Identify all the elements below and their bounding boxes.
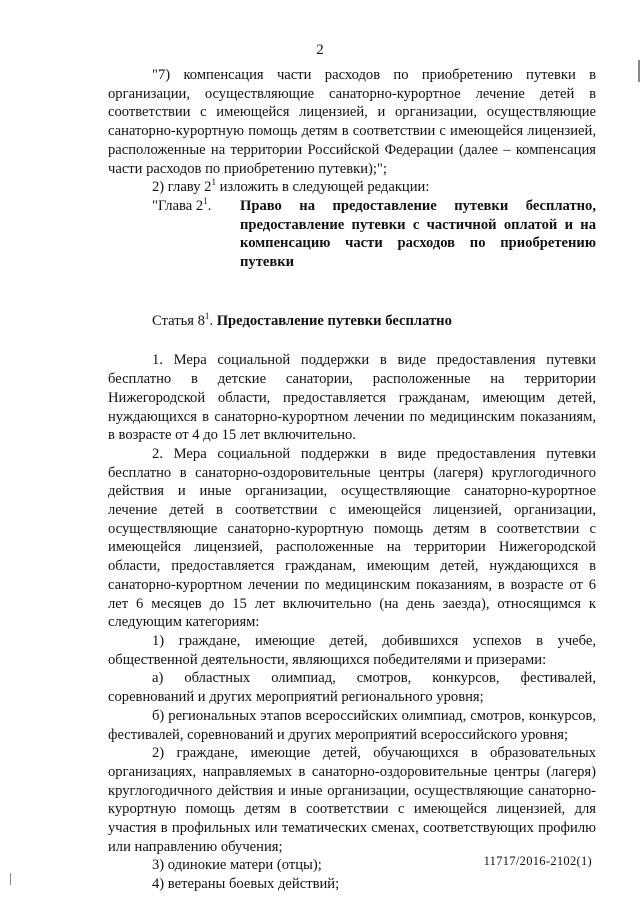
category-1a: а) областных олимпиад, смотров, конкурсов, фестивалей, соревнований и других мероприятий регионального уровня; <box>108 670 596 706</box>
paragraph-2: 2. Мера социальной поддержки в виде предоставления путевки бесплатно в санаторно-оздоровительные центры (лагеря) круглогодичного действия и иные организации, осуществляющие санаторно-курортное лечение детей в соответствии с имеющейся лицензией, организации, осуществляющие санаторно-курортную помощь детям в соответствии с имеющейся лицензией, расположенные на территории Нижегородской области, предоставляется гражданам, имеющим детей, нуждающихся в санаторно-курортном лечении по медицинским показаниям, в возрасте от 6 лет 6 месяцев до 15 лет включительно (на день заезда), относящимся к следующим категориям: <box>108 445 596 631</box>
item-2-paragraph <box>108 178 596 197</box>
article-title: Предоставление путевки бесплатно <box>216 312 452 329</box>
category-1b: б) региональных этапов всероссийских олимпиад, смотров, конкурсов, фестивалей, соревнований и других мероприятий всероссийского уровня; <box>108 707 596 743</box>
chapter-heading <box>108 197 596 272</box>
chapter-label: "Глава $2^1$. <box>152 196 212 214</box>
document-code: 11717/2016-2102(1) <box>483 854 592 868</box>
item-2-prefix: 2) главу 2 <box>152 179 212 196</box>
article-sup: 1 <box>204 310 210 321</box>
item-2-suffix: изложить в следующей редакции: <box>215 179 430 196</box>
category-1: 1) граждане, имеющие детей, добившихся успехов в учебе, общественной деятельности, являющихся победителями и призерами: <box>108 632 596 668</box>
category-4: 4) ветераны боевых действий; <box>152 876 340 893</box>
article-heading: Статья $8^1$. Предоставление путевки бесплатно <box>152 310 452 329</box>
chapter-title: Право на предоставление путевки бесплатно, предоставление путевки с частичной оплатой и на компенсацию части расходов по приобретению путевки <box>240 197 596 271</box>
scan-corner-mark <box>10 873 11 885</box>
article-label: Статья 8 <box>152 312 205 329</box>
item-7-paragraph: "7) компенсация части расходов по приобретению путевки в организации, осуществляющие санаторно-курортное лечение детей в соответствии с имеющейся лицензией, и организации, осуществляющие санаторно-курортную помощь детям в соответствии с имеющейся лицензией, расположенные на территории Российской Федерации (далее – компенсация части расходов по приобретению путевки);"; <box>108 67 596 177</box>
item-2-sup: 1 <box>211 177 216 188</box>
document-body <box>108 66 596 894</box>
category-2: 2) граждане, имеющие детей, обучающихся в образовательных организациях, направляемых в санаторно-оздоровительные центры (лагеря) круглогодичного действия и иные организации, осуществляющие санаторно-курортную помощь детям в соответствии с имеющейся лицензией, для участия в профильных или тематических сменах, соответствующих профилю или направлению обучения; <box>108 745 596 855</box>
paragraph-1: 1. Мера социальной поддержки в виде предоставления путевки бесплатно в детские санатории, расположенные на территории Нижегородской области, предоставляется гражданам, имеющим детей, нуждающихся в санаторно-курортном лечении по медицинским показаниям, в возрасте от 4 до 15 лет включительно. <box>108 352 596 444</box>
category-3: 3) одинокие матери (отцы); <box>152 857 322 874</box>
page-number: 2 <box>316 42 324 58</box>
